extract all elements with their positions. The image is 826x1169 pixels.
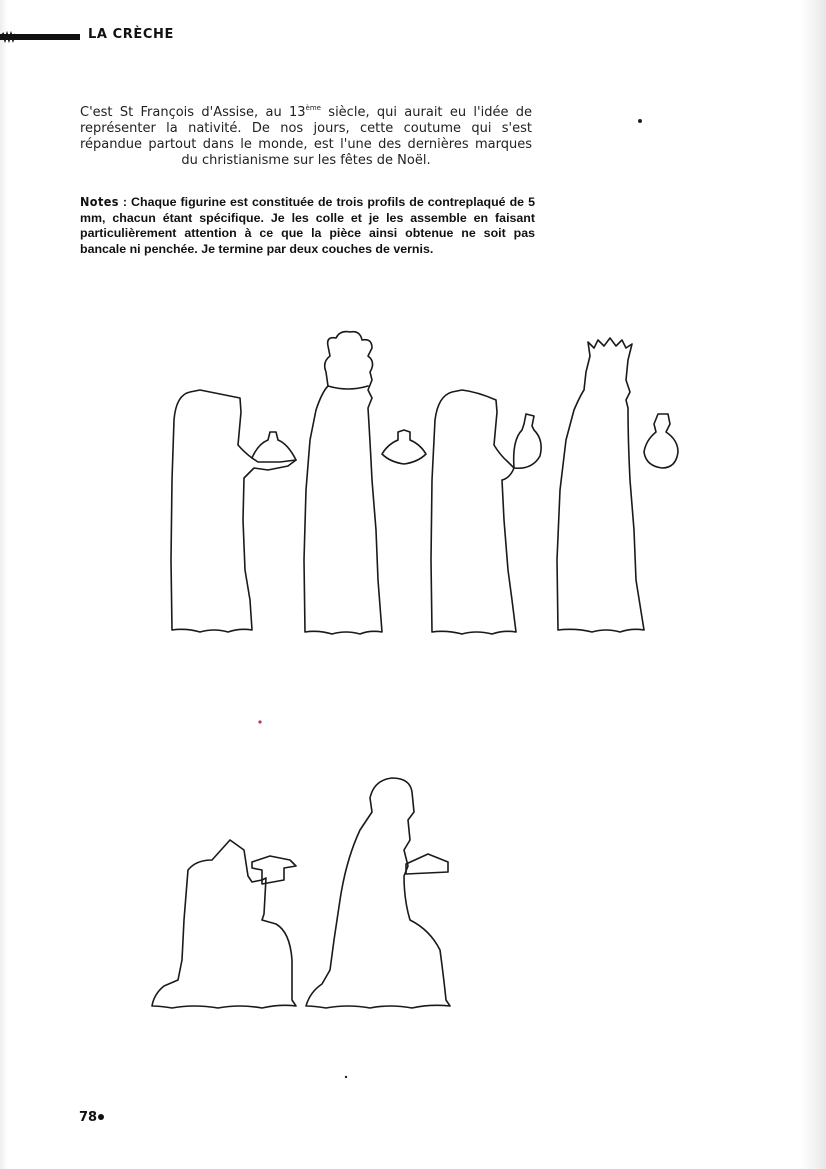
intro-text-end: siècle, qui aurait eu l'idée de représenter la nativité. De nos jours, cette coutume qui s'est répandue partout dans le monde, est l'une des dernières marques du christianisme sur les fêtes de Noël. [80, 105, 533, 168]
print-speck [638, 119, 642, 123]
figurine-6-gift-box [406, 854, 448, 874]
page-number-text: 78 [79, 1110, 98, 1125]
intro-superscript: ème [305, 104, 321, 112]
figurine-5-profile [152, 840, 296, 1008]
page-number [79, 1110, 104, 1125]
print-speck-pink [258, 720, 261, 723]
figurine-2-profile [304, 332, 382, 634]
figurine-4-profile [557, 338, 644, 632]
figurine-3-flask [514, 414, 541, 468]
separate-flask [644, 414, 678, 468]
notes-label: Notes [80, 194, 119, 209]
figurine-5-gift-box [252, 856, 296, 884]
print-speck [345, 1076, 347, 1078]
intro-text-start: C'est St François d'Assise, au 13 [80, 105, 306, 120]
notes-text: : Chaque figurine est constituée de trois profils de contreplaqué de 5 mm, chacun étant spécifique. Je les colle et je les assemble en faisant particulièrement attention à ce que la pièce ainsi obtenue ne soit pas bancale ni penchée. Je termine par deux couches de vernis. [80, 195, 535, 256]
figurine-1-profile [171, 390, 296, 632]
section-title: LA CRÈCHE [88, 27, 175, 42]
figurine-3-profile [431, 390, 516, 634]
figurine-6-profile [306, 778, 450, 1008]
separate-lidded-bowl [382, 430, 426, 464]
figurine-2-collar [328, 386, 368, 389]
figurine-1-bowl [252, 432, 296, 460]
page-number-dot [98, 1114, 104, 1120]
